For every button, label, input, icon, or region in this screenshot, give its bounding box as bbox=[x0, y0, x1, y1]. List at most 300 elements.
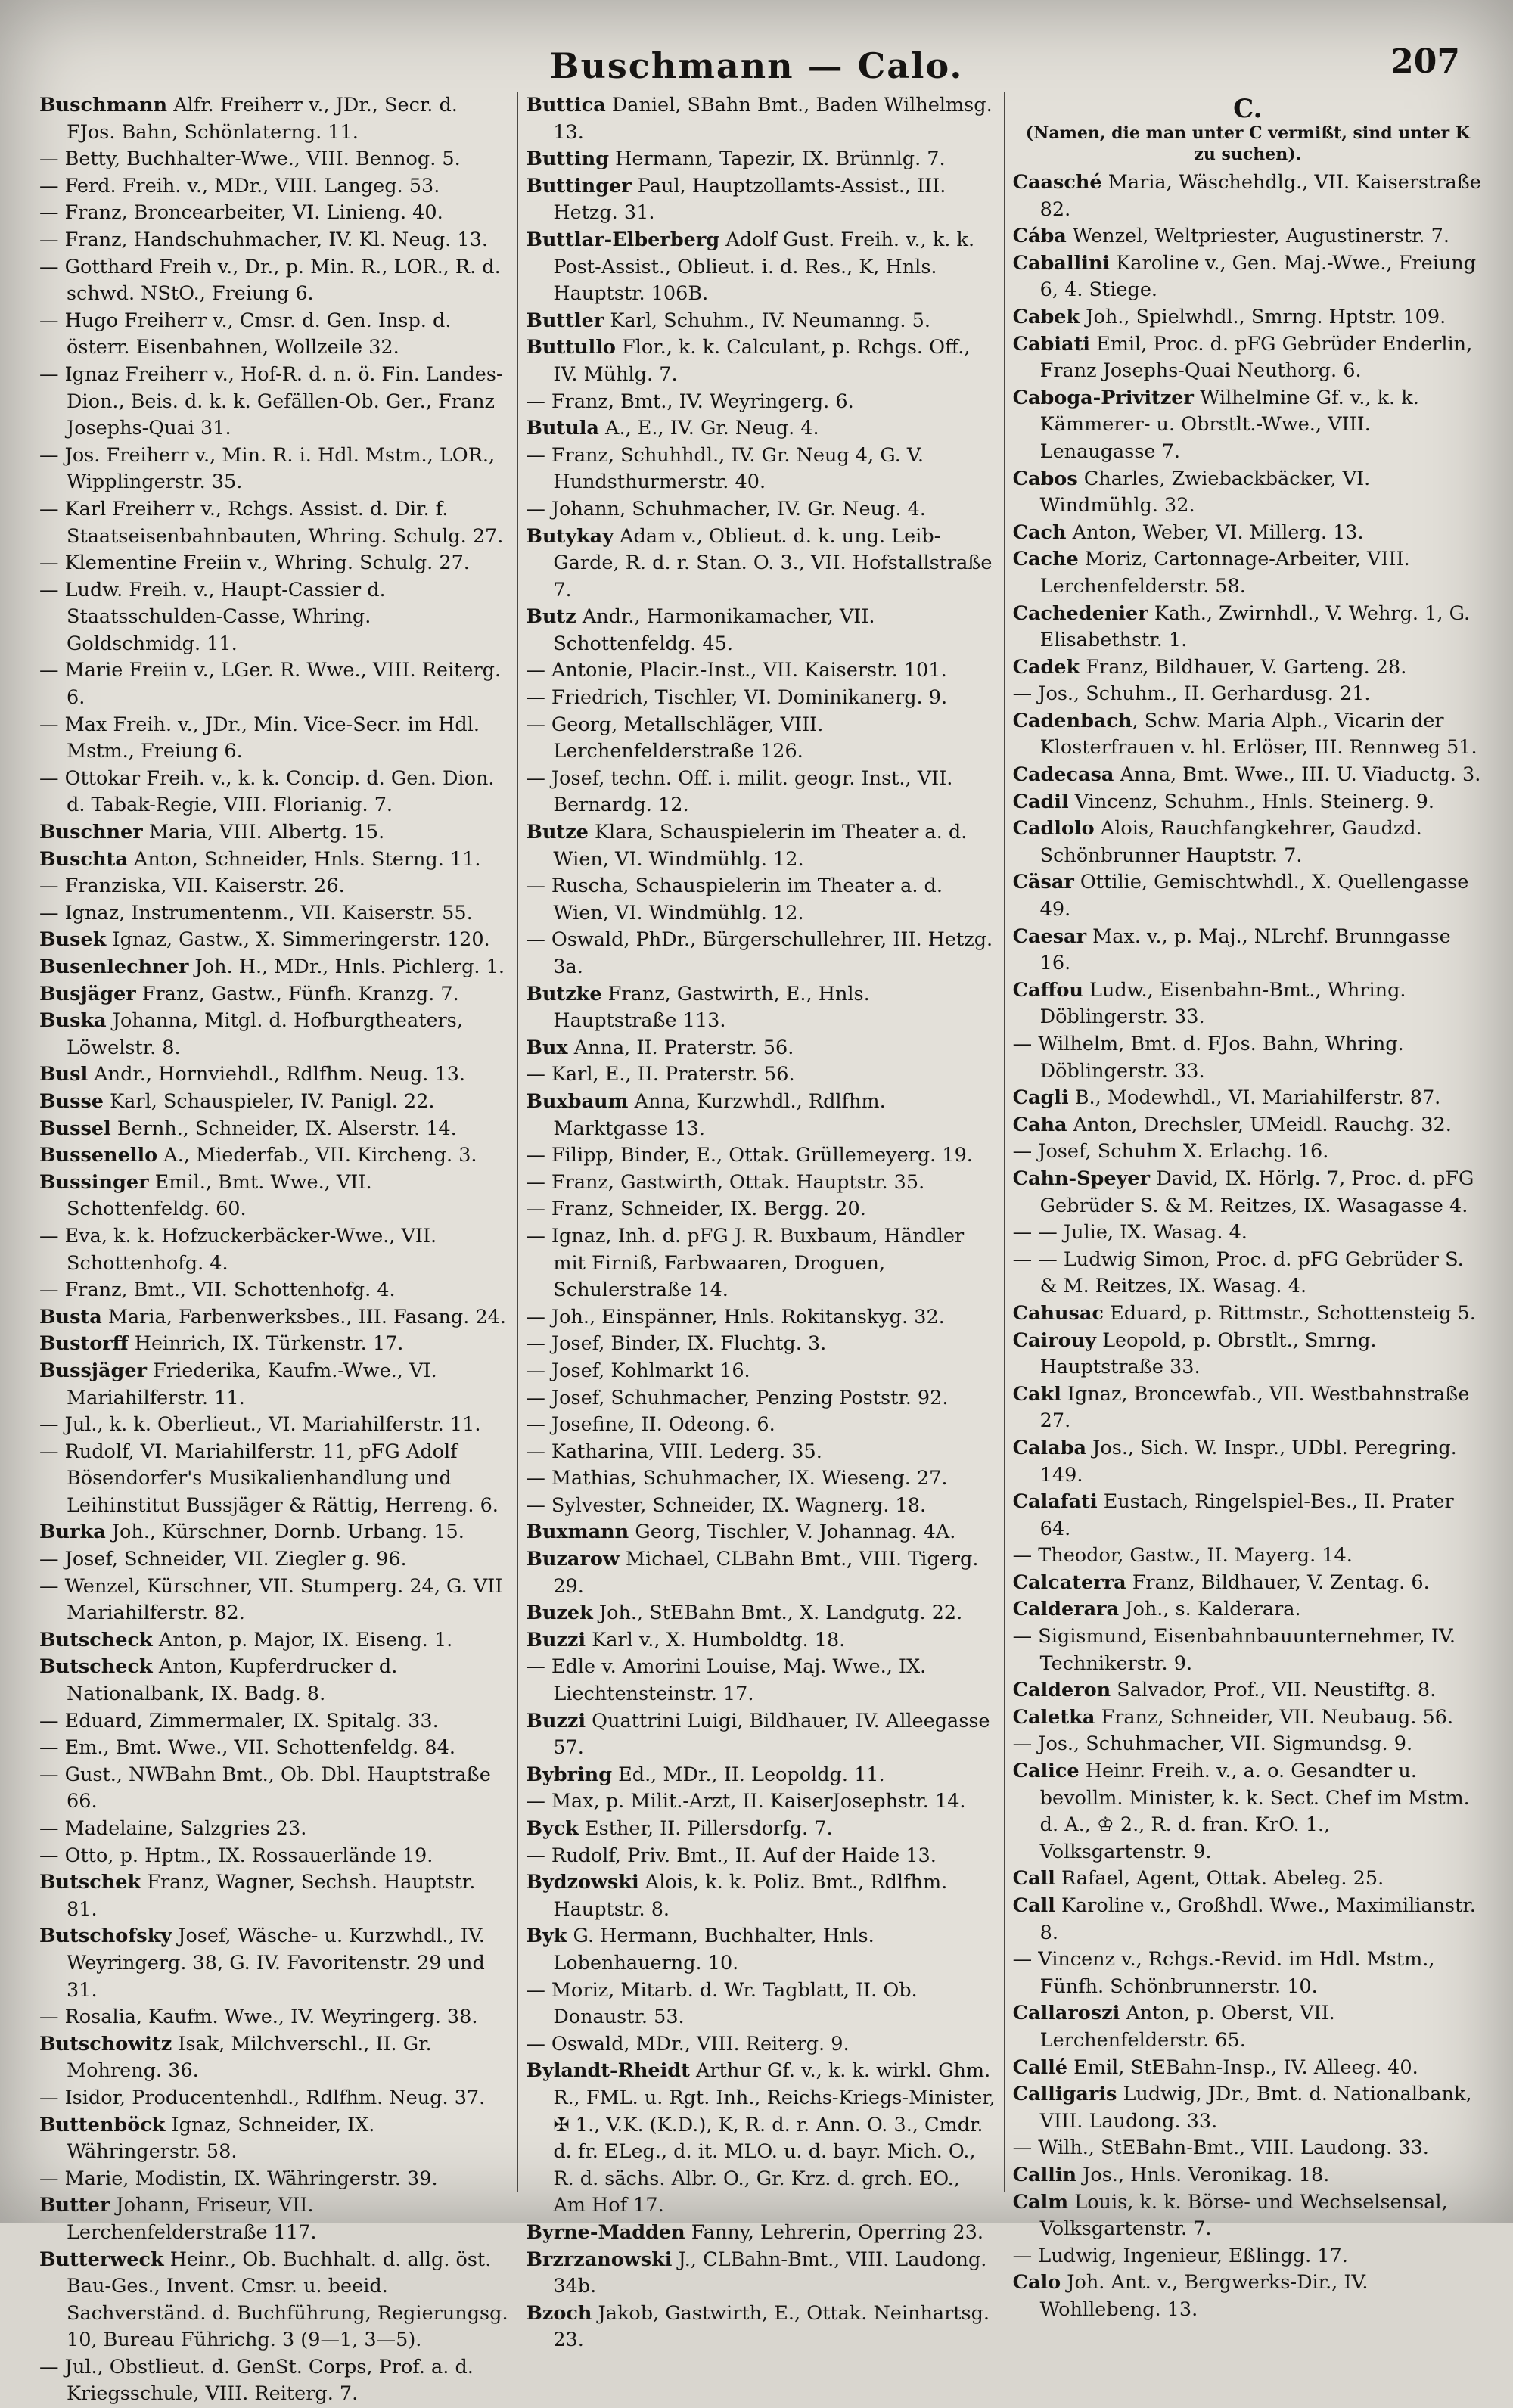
directory-entry bbox=[1013, 1677, 1483, 1704]
entry-surname: Cache bbox=[1012, 548, 1079, 571]
directory-entry bbox=[39, 927, 509, 954]
directory-entry bbox=[39, 227, 509, 254]
entry-details: — Oswald, MDr., VIII. Reiterg. 9. bbox=[526, 2032, 850, 2055]
entry-surname: Caasché bbox=[1012, 171, 1102, 194]
entry-surname: Caha bbox=[1012, 1113, 1067, 1136]
running-title: Buschmann — Calo. bbox=[549, 45, 964, 86]
entry-details: Isak, Milchverschl., II. Gr. Mohreng. 36. bbox=[67, 2032, 432, 2083]
entry-surname: Butter bbox=[39, 2194, 110, 2217]
directory-entry bbox=[526, 1627, 996, 1655]
entry-surname: Caffou bbox=[1012, 978, 1083, 1002]
entry-details: Karoline v., Großhdl. Wwe., Maximilianstr. 8. bbox=[1039, 1894, 1476, 1944]
directory-entry bbox=[1013, 546, 1483, 600]
entry-details: Karl, Schauspieler, IV. Panigl. 22. bbox=[104, 1089, 435, 1113]
directory-entry bbox=[1013, 1220, 1483, 1247]
entry-surname: Callin bbox=[1012, 2163, 1077, 2186]
entry-details: Anton, Kupferdrucker d. Nationalbank, IX. Badg. 8. bbox=[67, 1655, 398, 1706]
entry-details: — Franz, Bmt., IV. Weyringerg. 6. bbox=[526, 390, 854, 413]
directory-entry bbox=[526, 1331, 996, 1358]
entry-details: Jakob, Gastwirth, E., Ottak. Neinhartsg. 23. bbox=[553, 2301, 990, 2352]
directory-entry bbox=[39, 1331, 509, 1358]
entry-surname: Caboga-Privitzer bbox=[1012, 386, 1194, 409]
entry-surname: Bylandt-Rheidt bbox=[526, 2059, 690, 2083]
entry-surname: Buska bbox=[39, 1009, 107, 1033]
entry-surname: Butz bbox=[526, 605, 576, 629]
entry-details: — Antonie, Placir.-Inst., VII. Kaiserstr. 101. bbox=[526, 659, 947, 682]
entry-details: Bernh., Schneider, IX. Alserstr. 14. bbox=[110, 1117, 457, 1140]
directory-entry bbox=[39, 847, 509, 874]
entry-details: Rafael, Agent, Ottak. Abeleg. 25. bbox=[1055, 1867, 1384, 1891]
directory-entry bbox=[39, 1089, 509, 1116]
directory-entry bbox=[1013, 1947, 1483, 2000]
entry-details: Joh., Kürschner, Dornb. Urbang. 15. bbox=[105, 1521, 464, 1544]
entry-surname: Buzzi bbox=[526, 1628, 586, 1651]
entry-details: Alois, Rauchfangkehrer, Gaudzd. Schönbrunner Hauptstr. 7. bbox=[1039, 817, 1422, 867]
directory-entry bbox=[526, 1223, 996, 1304]
entry-surname: Buzzi bbox=[526, 1709, 586, 1732]
entry-details: Vincenz, Schuhm., Hnls. Steinerg. 9. bbox=[1068, 790, 1434, 813]
directory-entry bbox=[526, 1385, 996, 1412]
entry-surname: Call bbox=[1012, 1867, 1055, 1891]
entry-details: — Marie Freiin v., LGer. R. Wwe., VIII. Reiterg. 6. bbox=[39, 659, 502, 710]
directory-entry bbox=[39, 2247, 509, 2354]
directory-entry bbox=[39, 1843, 509, 1870]
directory-entry bbox=[1013, 1570, 1483, 1597]
directory-entry bbox=[1013, 304, 1483, 331]
directory-entry bbox=[39, 873, 509, 900]
entry-details: Ignaz, Gastw., X. Simmeringerstr. 120. bbox=[106, 928, 490, 952]
directory-entry bbox=[39, 657, 509, 711]
entry-surname: Busenlechner bbox=[39, 955, 189, 978]
entry-details: Heinr. Freih. v., a. o. Gesandter u. bevollm. Minister, k. k. Sect. Chef im Mstm. d. A., ♔ 2., R. d. fran. KrO. 1., Volksgartenstr. 9. bbox=[1039, 1760, 1470, 1863]
entry-details: Leopold, p. Obrstlt., Smrng. Hauptstraße 33. bbox=[1039, 1328, 1377, 1379]
entry-surname: Caesar bbox=[1012, 924, 1087, 948]
directory-entry bbox=[1013, 924, 1483, 977]
entry-surname: Cadil bbox=[1012, 790, 1069, 813]
entry-details: Franz, Bildhauer, V. Zentag. 6. bbox=[1126, 1571, 1430, 1594]
directory-entry bbox=[526, 334, 996, 388]
directory-entry bbox=[1013, 1489, 1483, 1543]
entry-details: Joh., StEBahn Bmt., X. Landgutg. 22. bbox=[592, 1602, 963, 1625]
entry-details: — Franz, Handschuhmacher, IV. Kl. Neug. 13. bbox=[39, 228, 488, 251]
entry-details: Ed., MDr., II. Leopoldg. 11. bbox=[612, 1763, 885, 1786]
directory-entry bbox=[39, 1654, 509, 1707]
entry-surname: Bustorff bbox=[39, 1332, 129, 1356]
entry-details: Eustach, Ringelspiel-Bes., II. Prater 64. bbox=[1039, 1490, 1454, 1540]
directory-entry bbox=[526, 443, 996, 496]
entry-surname: Calafati bbox=[1012, 1490, 1098, 1514]
entry-surname: Bussinger bbox=[39, 1170, 149, 1194]
entry-surname: Busse bbox=[39, 1089, 104, 1113]
directory-entry bbox=[39, 1008, 509, 1061]
directory-entry bbox=[39, 1546, 509, 1574]
directory-entry bbox=[526, 685, 996, 712]
directory-entry bbox=[526, 92, 996, 146]
entry-details: — Edle v. Amorini Louise, Maj. Wwe., IX. Liechtensteinstr. 17. bbox=[526, 1655, 927, 1706]
entry-details: Maria, Farbenwerksbes., III. Fasang. 24. bbox=[101, 1305, 506, 1328]
directory-entry bbox=[39, 1358, 509, 1412]
entry-details: Michael, CLBahn Bmt., VIII. Tigerg. 29. bbox=[553, 1548, 979, 1598]
entry-surname: Byck bbox=[526, 1817, 579, 1840]
entry-details: — Max, p. Milit.-Arzt, II. KaiserJosephstr. 14. bbox=[526, 1790, 966, 1813]
entry-details: Franz, Gastw., Fünfh. Kranzg. 7. bbox=[135, 982, 459, 1005]
directory-entry bbox=[39, 1223, 509, 1277]
entry-details: — Rudolf, VI. Mariahilferstr. 11, pFG Adolf Bösendorfer's Musikalienhandlung und Leihinstitut Bussjäger & Rättig, Herreng. 6. bbox=[39, 1440, 499, 1517]
directory-entry bbox=[1013, 708, 1483, 762]
entry-details: Jos., Sich. W. Inspr., UDbl. Peregring. 149. bbox=[1039, 1436, 1457, 1487]
entry-details: Alfr. Freiherr v., JDr., Secr. d. FJos. Bahn, Schönlaterng. 11. bbox=[67, 94, 458, 144]
entry-details: — Ignaz, Inh. d. pFG J. R. Buxbaum, Händler mit Firniß, Farbwaaren, Droguen, Schulerstraße 14. bbox=[526, 1224, 965, 1302]
entry-surname: Buxbaum bbox=[526, 1089, 629, 1113]
directory-entry bbox=[1013, 1893, 1483, 1947]
entry-surname: Cadlolo bbox=[1012, 817, 1095, 840]
entry-details: Johanna, Mitgl. d. Hofburgtheaters, Löwelstr. 8. bbox=[67, 1009, 463, 1059]
entry-surname: Calaba bbox=[1012, 1436, 1087, 1459]
entry-details: Heinr., Ob. Buchhalt. d. allg. öst. Bau-Ges., Invent. Cmsr. u. beeid. Sachverständ. d. Buchführung, Regierungsg. 10, Bureau Führichg. 3 (9—1, 3—5). bbox=[67, 2248, 508, 2352]
entry-details: — Franz, Schuhhdl., IV. Gr. Neug 4, G. V. Hundsthurmerstr. 40. bbox=[526, 443, 924, 494]
directory-entry bbox=[526, 1142, 996, 1170]
directory-entry bbox=[1013, 869, 1483, 923]
directory-entry bbox=[1013, 1758, 1483, 1866]
entry-surname: Butschofsky bbox=[39, 1925, 172, 1948]
directory-entry bbox=[39, 2085, 509, 2112]
entry-details: Klara, Schauspielerin im Theater a. d. Wien, VI. Windmühlg. 12. bbox=[553, 821, 968, 871]
directory-entry bbox=[1013, 2000, 1483, 2054]
entry-details: Joh., Spielwhdl., Smrng. Hptstr. 109. bbox=[1080, 305, 1446, 328]
directory-entry bbox=[39, 1061, 509, 1089]
entry-surname: Buzek bbox=[526, 1602, 593, 1625]
entry-details: A., Miederfab., VII. Kircheng. 3. bbox=[157, 1144, 477, 1167]
directory-entry bbox=[39, 1735, 509, 1762]
directory-entry bbox=[526, 1546, 996, 1600]
directory-entry bbox=[526, 766, 996, 819]
directory-entry bbox=[1013, 1085, 1483, 1112]
directory-entry bbox=[526, 2220, 996, 2247]
entry-details: Ignaz, Schneider, IX. Währingerstr. 58. bbox=[67, 2113, 375, 2164]
entry-details: — Sigismund, Eisenbahnbauunternehmer, IV. Technikerstr. 9. bbox=[1012, 1625, 1456, 1675]
entry-surname: Calm bbox=[1012, 2190, 1069, 2214]
entry-surname: Butterweck bbox=[39, 2248, 164, 2271]
directory-entry bbox=[39, 146, 509, 173]
entry-surname: Cahusac bbox=[1012, 1301, 1104, 1325]
directory-entry bbox=[1013, 520, 1483, 547]
entry-details: — Mathias, Schuhmacher, IX. Wieseng. 27. bbox=[526, 1467, 948, 1490]
entry-details: G. Hermann, Buchhalter, Hnls. Lobenhauerng. 10. bbox=[553, 1925, 875, 1975]
entry-details: — Joh., Einspänner, Hnls. Rokitanskyg. 32. bbox=[526, 1305, 945, 1328]
entry-surname: Caletka bbox=[1012, 1705, 1095, 1729]
directory-entry bbox=[526, 1412, 996, 1439]
entry-details: Joh. Ant. v., Bergwerks-Dir., IV. Wohllebeng. 13. bbox=[1039, 2271, 1369, 2321]
directory-entry bbox=[1013, 1731, 1483, 1758]
entry-details: — Ferd. Freih. v., MDr., VIII. Langeg. 53. bbox=[39, 174, 440, 197]
entry-surname: Bzoch bbox=[526, 2301, 592, 2325]
directory-entry bbox=[526, 2058, 996, 2220]
entry-details: — Josef, techn. Off. i. milit. geogr. Inst., VII. Bernardg. 12. bbox=[526, 766, 953, 817]
directory-entry bbox=[526, 927, 996, 980]
entry-surname: Cabiati bbox=[1012, 332, 1090, 356]
entry-details: — Em., Bmt. Wwe., VII. Schottenfeldg. 84. bbox=[39, 1736, 455, 1760]
entry-surname: Bydzowski bbox=[526, 1871, 639, 1894]
entry-details: — Franz, Bmt., VII. Schottenhofg. 4. bbox=[39, 1279, 396, 1302]
directory-entry bbox=[39, 1762, 509, 1816]
directory-entry bbox=[39, 2192, 509, 2246]
entry-details: — Ludw. Freih. v., Haupt-Cassier d. Staatsschulden-Casse, Whring. Goldschmidg. 11. bbox=[39, 578, 386, 655]
directory-entry bbox=[1013, 1300, 1483, 1328]
directory-entry bbox=[39, 954, 509, 981]
entry-surname: Byk bbox=[526, 1925, 567, 1948]
directory-entry bbox=[526, 1170, 996, 1197]
entry-surname: Calligaris bbox=[1012, 2083, 1117, 2106]
entry-details: Jos., Hnls. Veronikag. 18. bbox=[1076, 2163, 1330, 2186]
directory-entry bbox=[39, 1574, 509, 1627]
directory-entry bbox=[526, 415, 996, 443]
entry-details: Max. v., p. Maj., NLrchf. Brunngasse 16. bbox=[1039, 924, 1451, 975]
entry-details: — Filipp, Binder, E., Ottak. Grüllemeyerg. 19. bbox=[526, 1144, 973, 1167]
entry-surname: Butykay bbox=[526, 524, 614, 548]
entry-details: Quattrini Luigi, Bildhauer, IV. Alleegasse 57. bbox=[553, 1709, 990, 1760]
entry-surname: Calderara bbox=[1012, 1598, 1120, 1621]
directory-entry bbox=[1013, 223, 1483, 250]
directory-entry bbox=[39, 1519, 509, 1546]
entry-details: Andr., Harmonikamacher, VII. Schottenfeldg. 45. bbox=[553, 605, 875, 655]
columns bbox=[32, 92, 1490, 2406]
directory-entry bbox=[39, 577, 509, 658]
entry-details: — Georg, Metallschläger, VIII. Lerchenfelderstraße 126. bbox=[526, 713, 824, 763]
entry-details: Franz, Gastwirth, E., Hnls. Hauptstraße 113. bbox=[553, 982, 870, 1033]
directory-entry bbox=[526, 2031, 996, 2058]
entry-details: — Eva, k. k. Hofzuckerbäcker-Wwe., VII. Schottenhofg. 4. bbox=[39, 1224, 437, 1275]
entry-surname: Calo bbox=[1012, 2271, 1061, 2295]
directory-entry bbox=[526, 1493, 996, 1520]
entry-details: Moriz, Cartonnage-Arbeiter, VIII. Lerchenfelderstr. 58. bbox=[1039, 548, 1410, 598]
entry-details: — Otto, p. Hptm., IX. Rossauerlände 19. bbox=[39, 1844, 433, 1867]
entry-details: Anton, Weber, VI. Millerg. 13. bbox=[1066, 520, 1364, 544]
directory-entry bbox=[39, 1923, 509, 2004]
entry-details: — Josefine, II. Odeong. 6. bbox=[526, 1413, 775, 1437]
directory-entry bbox=[39, 308, 509, 362]
directory-entry bbox=[1013, 250, 1483, 304]
entry-surname: Call bbox=[1012, 1894, 1055, 1917]
directory-entry bbox=[526, 1816, 996, 1843]
directory-entry bbox=[1013, 1139, 1483, 1166]
directory-entry bbox=[1013, 1166, 1483, 1220]
entry-details: Karl v., X. Humboldtg. 18. bbox=[586, 1628, 846, 1651]
entry-surname: Cairouy bbox=[1012, 1328, 1096, 1352]
entry-surname: Buschmann bbox=[39, 94, 168, 117]
directory-entry bbox=[1013, 654, 1483, 682]
entry-details: Adam v., Oblieut. d. k. ung. Leib-Garde, R. d. r. Stan. O. 3., VII. Hofstallstraße 7. bbox=[553, 524, 993, 601]
directory-entry bbox=[526, 1843, 996, 1870]
directory-entry bbox=[1013, 1328, 1483, 1381]
entry-details: Anna, II. Praterstr. 56. bbox=[567, 1036, 794, 1059]
entry-details: Anna, Bmt. Wwe., III. U. Viaductg. 3. bbox=[1114, 763, 1481, 787]
entry-surname: Busek bbox=[39, 928, 107, 952]
directory-entry bbox=[39, 819, 509, 847]
directory-entry bbox=[526, 1304, 996, 1331]
directory-entry bbox=[526, 389, 996, 416]
directory-entry bbox=[526, 1978, 996, 2031]
entry-details: Alois, k. k. Poliz. Bmt., Rdlfhm. Hauptstr. 8. bbox=[553, 1871, 948, 1921]
entry-details: Salvador, Prof., VII. Neustiftg. 8. bbox=[1111, 1679, 1437, 1702]
entry-surname: Bussenello bbox=[39, 1144, 158, 1167]
entry-details: — Johann, Schuhmacher, IV. Gr. Neug. 4. bbox=[526, 497, 926, 520]
directory-entry bbox=[1013, 2081, 1483, 2135]
entry-surname: Busta bbox=[39, 1305, 102, 1328]
entry-surname: Brzrzanowski bbox=[526, 2248, 673, 2271]
directory-entry bbox=[39, 1869, 509, 1923]
page-number: 207 bbox=[1390, 42, 1460, 81]
entry-details: Adolf Gust. Freih. v., k. k. Post-Assist., Oblieut. i. d. Res., K, Hnls. Hauptstr. 106B. bbox=[553, 228, 975, 306]
entry-details: Friederika, Kaufm.-Wwe., VI. Mariahilferstr. 11. bbox=[67, 1359, 437, 1409]
entry-details: — Franz, Gastwirth, Ottak. Hauptstr. 35. bbox=[526, 1170, 925, 1194]
entry-details: , Schw. Maria Alph., Vicarin der Klosterfrauen v. hl. Erlöser, III. Rennweg 51. bbox=[1039, 709, 1477, 760]
entry-details: — — Julie, IX. Wasag. 4. bbox=[1012, 1221, 1247, 1244]
directory-entry bbox=[39, 362, 509, 443]
entry-surname: Buttullo bbox=[526, 336, 616, 359]
entry-surname: Buttlar-Elberberg bbox=[526, 228, 720, 251]
directory-entry bbox=[1013, 2243, 1483, 2270]
directory-entry bbox=[1013, 169, 1483, 223]
directory-entry bbox=[39, 550, 509, 577]
entry-details: — Wilh., StEBahn-Bmt., VIII. Laudong. 33. bbox=[1012, 2136, 1429, 2160]
entry-details: — Eduard, Zimmermaler, IX. Spitalg. 33. bbox=[39, 1709, 439, 1732]
entry-surname: Cäsar bbox=[1012, 871, 1074, 894]
entry-details: — Josef, Kohlmarkt 16. bbox=[526, 1359, 750, 1382]
directory-entry bbox=[39, 2004, 509, 2031]
entry-surname: Bux bbox=[526, 1036, 568, 1059]
directory-entry bbox=[526, 1465, 996, 1493]
entry-details: — Madelaine, Salzgries 23. bbox=[39, 1817, 307, 1840]
entry-details: — Ottokar Freih. v., k. k. Concip. d. Gen. Dion. d. Tabak-Regie, VIII. Florianig. 7. bbox=[39, 766, 495, 817]
directory-entry bbox=[526, 712, 996, 766]
directory-entry bbox=[39, 443, 509, 496]
entry-surname: Butscheck bbox=[39, 1628, 153, 1651]
entry-surname: Buttenböck bbox=[39, 2113, 166, 2136]
directory-entry bbox=[526, 657, 996, 685]
entry-details: Franz, Wagner, Sechsh. Hauptstr. 81. bbox=[67, 1871, 476, 1921]
directory-entry bbox=[526, 1358, 996, 1385]
entry-details: — Ludwig, Ingenieur, Eßlingg. 17. bbox=[1012, 2244, 1348, 2267]
directory-entry bbox=[1013, 2189, 1483, 2243]
directory-entry bbox=[526, 2247, 996, 2301]
directory-entry bbox=[1013, 1866, 1483, 1893]
entry-details: Anton, Drechsler, UMeidl. Rauchg. 32. bbox=[1067, 1113, 1452, 1136]
directory-entry bbox=[1013, 1596, 1483, 1623]
directory-entry bbox=[39, 200, 509, 227]
entry-details: — — Ludwig Simon, Proc. d. pFG Gebrüder S. & M. Reitzes, IX. Wasag. 4. bbox=[1012, 1247, 1464, 1298]
directory-entry bbox=[1013, 1543, 1483, 1570]
column-2 bbox=[518, 92, 1005, 2352]
entry-surname: Bussel bbox=[39, 1117, 111, 1140]
entry-surname: Buxmann bbox=[526, 1521, 629, 1544]
directory-entry bbox=[1013, 2162, 1483, 2189]
entry-surname: Cakl bbox=[1012, 1382, 1061, 1406]
entry-surname: Buttica bbox=[526, 94, 606, 117]
directory-entry bbox=[526, 1600, 996, 1627]
entry-details: Georg, Tischler, V. Johannag. 4A. bbox=[629, 1521, 956, 1544]
entry-details: — Ignaz Freiherr v., Hof-R. d. n. ö. Fin. Landes-Dion., Beis. d. k. k. Gefällen-Ob. Ger., Franz Josephs-Quai 31. bbox=[39, 362, 503, 440]
entry-details: Karoline v., Gen. Maj.-Wwe., Freiung 6, 4. Stiege. bbox=[1039, 251, 1477, 302]
entry-surname: Cába bbox=[1012, 225, 1067, 248]
entry-details: — Franz, Schneider, IX. Bergg. 20. bbox=[526, 1198, 866, 1221]
directory-entry bbox=[1013, 1031, 1483, 1085]
entry-details: J., CLBahn-Bmt., VIII. Laudong. 34b. bbox=[553, 2248, 987, 2298]
column-3 bbox=[1005, 92, 1490, 2321]
entry-surname: Cabek bbox=[1012, 305, 1080, 328]
entry-details: Maria, Wäschehdlg., VII. Kaiserstraße 82. bbox=[1039, 171, 1481, 221]
entry-details: — Wilhelm, Bmt. d. FJos. Bahn, Whring. Döblingerstr. 33. bbox=[1012, 1033, 1404, 1083]
entry-details: Eduard, p. Rittmstr., Schottensteig 5. bbox=[1103, 1301, 1476, 1325]
directory-entry bbox=[39, 173, 509, 200]
entry-surname: Cadenbach bbox=[1012, 709, 1132, 732]
directory-entry bbox=[526, 1061, 996, 1089]
directory-entry bbox=[526, 1519, 996, 1546]
entry-details: Maria, VIII. Albertg. 15. bbox=[142, 821, 385, 844]
entry-details: Johann, Friseur, VII. Lerchenfelderstraße 117. bbox=[67, 2194, 317, 2244]
entry-details: Ignaz, Broncewfab., VII. Westbahnstraße 27. bbox=[1039, 1382, 1470, 1433]
entry-details: Esther, II. Pillersdorfg. 7. bbox=[578, 1817, 833, 1840]
entry-details: — Klementine Freiin v., Whring. Schulg. 27. bbox=[39, 552, 470, 575]
directory-entry bbox=[39, 1412, 509, 1439]
entry-surname: Cahn-Speyer bbox=[1012, 1167, 1151, 1190]
column-1 bbox=[32, 92, 518, 2406]
directory-entry bbox=[526, 1869, 996, 1923]
directory-entry bbox=[1013, 1381, 1483, 1435]
entry-details: Charles, Zwiebackbäcker, VI. Windmühlg. 32. bbox=[1039, 467, 1371, 517]
entry-surname: Cagli bbox=[1012, 1086, 1069, 1110]
entry-details: — Isidor, Producentenhdl., Rdlfhm. Neug. 37. bbox=[39, 2086, 486, 2109]
entry-details: — Josef, Schneider, VII. Ziegler g. 96. bbox=[39, 1548, 407, 1571]
entry-details: Anton, p. Oberst, VII. Lerchenfelderstr. 65. bbox=[1039, 2002, 1335, 2052]
directory-entry bbox=[39, 92, 509, 146]
entry-details: Franz, Schneider, VII. Neubaug. 56. bbox=[1095, 1705, 1454, 1729]
entry-surname: Byrne-Madden bbox=[526, 2220, 685, 2244]
directory-entry bbox=[526, 819, 996, 873]
directory-entry bbox=[1013, 1704, 1483, 1732]
entry-surname: Calice bbox=[1012, 1760, 1080, 1783]
entry-details: — Betty, Buchhalter-Wwe., VIII. Bennog. 5. bbox=[39, 148, 461, 171]
entry-details: David, IX. Hörlg. 7, Proc. d. pFG Gebrüder S. & M. Reitzes, IX. Wasagasse 4. bbox=[1039, 1167, 1474, 1217]
directory-entry bbox=[39, 981, 509, 1008]
directory-entry bbox=[1013, 331, 1483, 385]
entry-details: Kath., Zwirnhdl., V. Wehrg. 1, G. Elisabethstr. 1. bbox=[1039, 601, 1471, 652]
entry-details: Wenzel, Weltpriester, Augustinerstr. 7. bbox=[1066, 225, 1449, 248]
directory-entry bbox=[39, 1708, 509, 1735]
entry-details: — Theodor, Gastw., II. Mayerg. 14. bbox=[1012, 1544, 1353, 1568]
directory-entry bbox=[39, 2354, 509, 2408]
entry-details: — Katharina, VIII. Lederg. 35. bbox=[526, 1440, 822, 1463]
entry-details: Andr., Hornviehdl., Rdlfhm. Neug. 13. bbox=[88, 1063, 466, 1086]
entry-surname: Butula bbox=[526, 417, 599, 440]
directory-entry bbox=[526, 146, 996, 173]
directory-entry bbox=[526, 1089, 996, 1142]
entry-details: — Josef, Binder, IX. Fluchtg. 3. bbox=[526, 1332, 827, 1356]
entry-details: Daniel, SBahn Bmt., Baden Wilhelmsg. 13. bbox=[553, 94, 993, 144]
entry-surname: Cabos bbox=[1012, 467, 1078, 490]
entry-details: Ludw., Eisenbahn-Bmt., Whring. Döblingerstr. 33. bbox=[1039, 978, 1406, 1029]
entry-details: — Karl Freiherr v., Rchgs. Assist. d. Dir. f. Staatseisenbahnbauten, Whring. Schulg. 27. bbox=[39, 497, 504, 548]
entry-details: — Marie, Modistin, IX. Währingerstr. 39. bbox=[39, 2167, 438, 2190]
directory-entry bbox=[526, 1762, 996, 1789]
entry-details: — Moriz, Mitarb. d. Wr. Tagblatt, II. Ob. Donaustr. 53. bbox=[526, 1978, 918, 2029]
directory-entry bbox=[39, 1439, 509, 1520]
directory-entry bbox=[39, 1304, 509, 1331]
directory-entry bbox=[39, 1627, 509, 1655]
directory-entry bbox=[526, 496, 996, 524]
entry-details: Emil, StEBahn-Insp., IV. Alleeg. 40. bbox=[1067, 2055, 1418, 2079]
entry-details: Ludwig, JDr., Bmt. d. Nationalbank, VIII. Laudong. 33. bbox=[1039, 2083, 1472, 2133]
entry-details: Ottilie, Gemischtwhdl., X. Quellengasse 49. bbox=[1039, 871, 1469, 921]
